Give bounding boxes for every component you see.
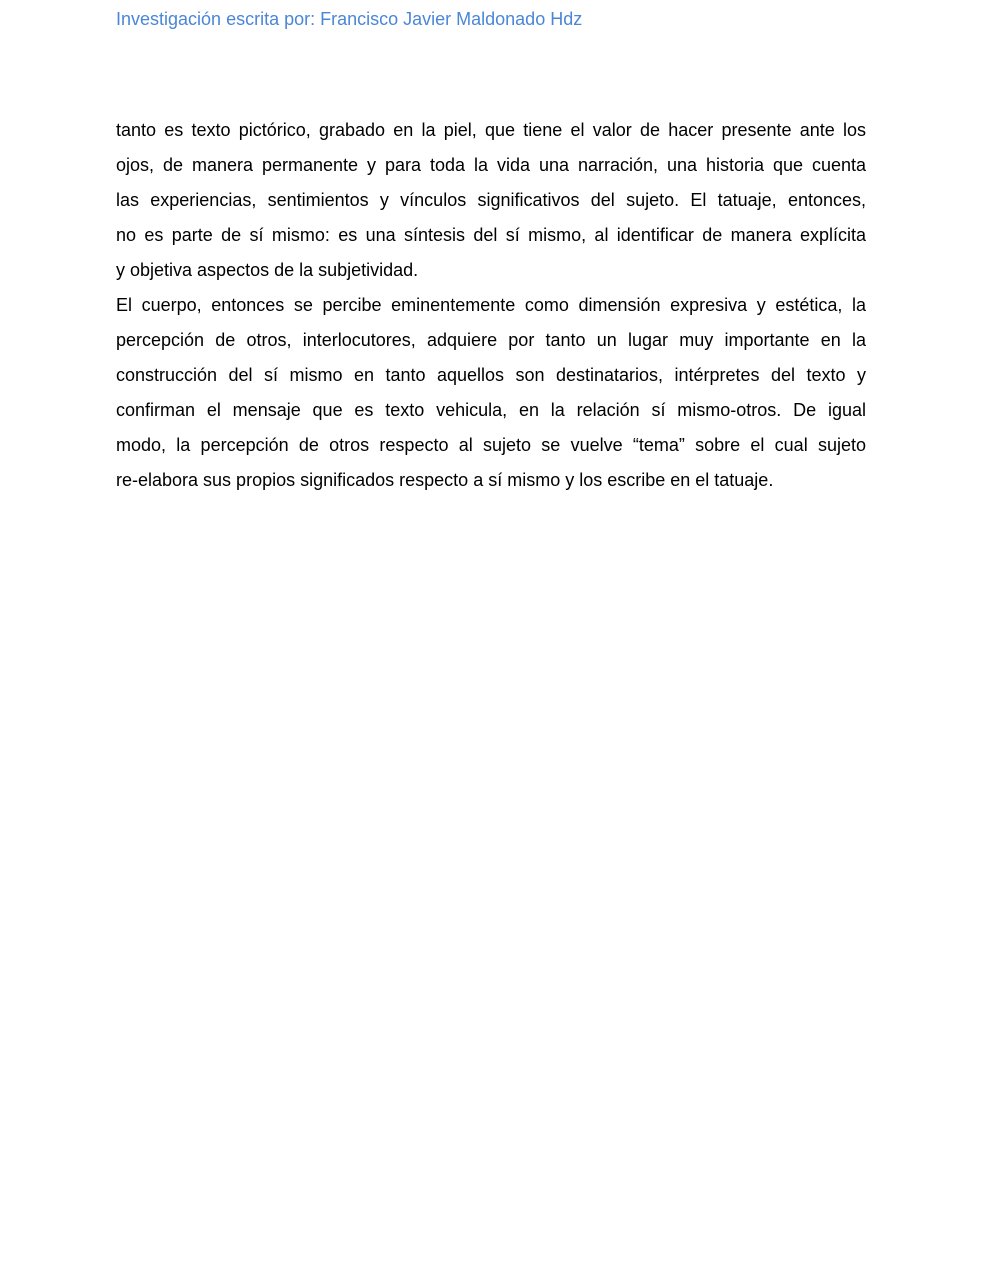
document-body xyxy=(116,115,866,500)
text-line: las experiencias, sentimientos y vínculos significativos del sujeto. El tatuaje, entonces, xyxy=(116,190,866,210)
text-line: construcción del sí mismo en tanto aquellos son destinatarios, intérpretes del texto y xyxy=(116,365,866,385)
text-line: y objetiva aspectos de la subjetividad. xyxy=(116,260,419,280)
text-line: El cuerpo, entonces se percibe eminentemente como dimensión expresiva y estética, la xyxy=(116,295,866,315)
text-line: no es parte de sí mismo: es una síntesis del sí mismo, al identificar de manera explícita xyxy=(116,225,866,245)
text-line: confirman el mensaje que es texto vehicula, en la relación sí mismo-otros. De igual xyxy=(116,400,866,420)
paragraph xyxy=(116,290,866,500)
page-header-author: Investigación escrita por: Francisco Javier Maldonado Hdz xyxy=(116,9,583,29)
text-line: percepción de otros, interlocutores, adquiere por tanto un lugar muy importante en la xyxy=(116,330,866,350)
text-line: tanto es texto pictórico, grabado en la piel, que tiene el valor de hacer presente ante los xyxy=(116,120,866,140)
text-line: ojos, de manera permanente y para toda la vida una narración, una historia que cuenta xyxy=(116,155,866,175)
text-line: modo, la percepción de otros respecto al sujeto se vuelve “tema” sobre el cual sujeto xyxy=(116,435,866,455)
text-line: re-elabora sus propios significados respecto a sí mismo y los escribe en el tatuaje. xyxy=(116,470,774,490)
paragraph xyxy=(116,115,866,290)
